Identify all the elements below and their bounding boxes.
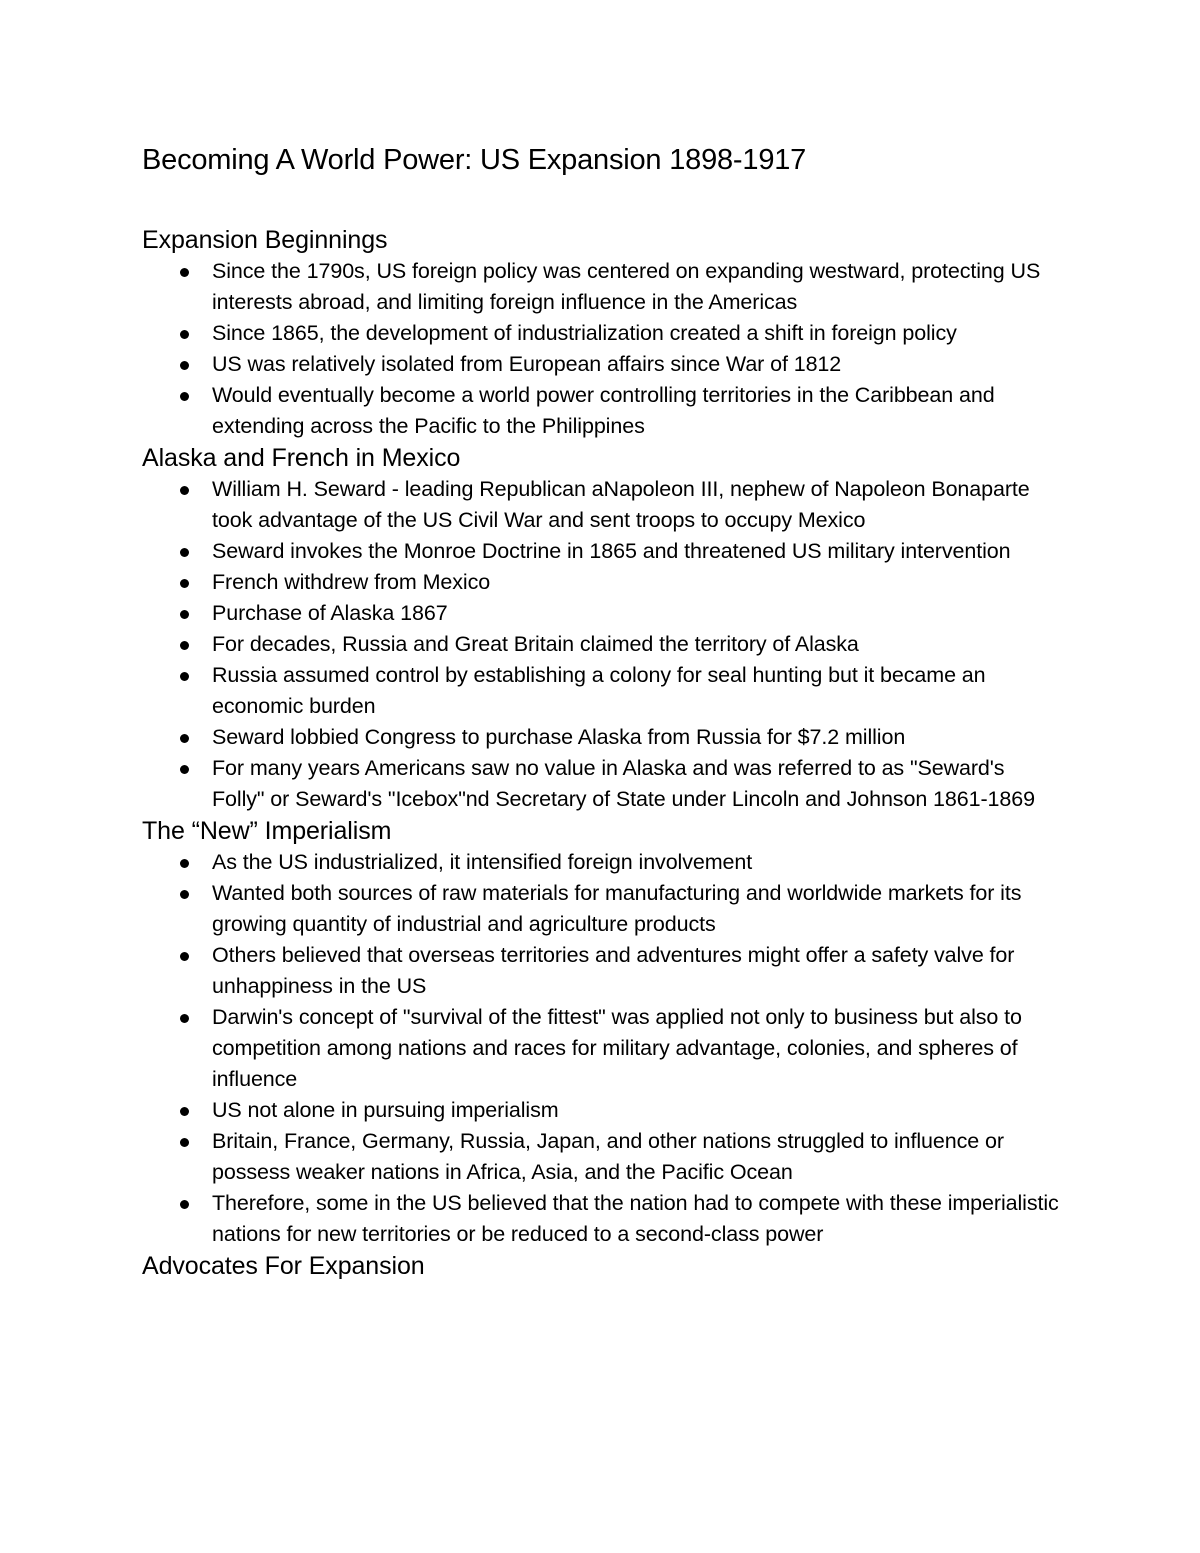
section-heading: Alaska and French in Mexico	[142, 444, 461, 472]
list-item-text: Seward lobbied Congress to purchase Alaska from Russia for $7.2 million	[212, 725, 906, 749]
list-item-text: Russia assumed control by establishing a colony for seal hunting but it became an economic burden	[212, 663, 986, 718]
list-item	[142, 878, 1062, 940]
list-item-text: For many years Americans saw no value in Alaska and was referred to as "Seward's Folly" or Seward's "Icebox"nd Secretary of State under Lincoln and Johnson 1861-1869	[212, 756, 1035, 811]
list-item-text: Purchase of Alaska 1867	[212, 601, 448, 625]
document-page	[142, 140, 1062, 1282]
section	[142, 1250, 1062, 1282]
bullet-list	[142, 256, 1062, 442]
section	[142, 815, 1062, 1250]
list-item-text: For decades, Russia and Great Britain claimed the territory of Alaska	[212, 632, 859, 656]
bullet-dot-icon	[180, 610, 189, 619]
bullet-dot-icon	[180, 1200, 189, 1209]
list-item	[142, 722, 1062, 753]
list-item	[142, 1126, 1062, 1188]
bullet-dot-icon	[180, 486, 189, 495]
list-item	[142, 536, 1062, 567]
list-item-text: Darwin's concept of "survival of the fittest" was applied not only to business but also to competition among nations and races for military advantage, colonies, and spheres of influence	[212, 1005, 1022, 1091]
bullet-dot-icon	[180, 579, 189, 588]
bullet-dot-icon	[180, 1014, 189, 1023]
document-body	[142, 224, 1062, 1282]
bullet-dot-icon	[180, 859, 189, 868]
list-item-text: Would eventually become a world power controlling territories in the Caribbean and extending across the Pacific to the Philippines	[212, 383, 995, 438]
list-item	[142, 474, 1062, 536]
list-item-text: Therefore, some in the US believed that the nation had to compete with these imperialistic nations for new territories or be reduced to a second-class power	[212, 1191, 1059, 1246]
list-item-text: Wanted both sources of raw materials for manufacturing and worldwide markets for its growing quantity of industrial and agriculture products	[212, 881, 1022, 936]
list-item	[142, 598, 1062, 629]
list-item	[142, 1002, 1062, 1095]
document-title: Becoming A World Power: US Expansion 1898-1917	[142, 144, 807, 176]
list-item	[142, 629, 1062, 660]
list-item-text: US not alone in pursuing imperialism	[212, 1098, 559, 1122]
list-item-text: French withdrew from Mexico	[212, 570, 491, 594]
bullet-dot-icon	[180, 1107, 189, 1116]
bullet-dot-icon	[180, 734, 189, 743]
list-item-text: Britain, France, Germany, Russia, Japan, and other nations struggled to influence or possess weaker nations in Africa, Asia, and the Pacific Ocean	[212, 1129, 1004, 1184]
list-item	[142, 660, 1062, 722]
list-item	[142, 567, 1062, 598]
section	[142, 224, 1062, 442]
section	[142, 442, 1062, 815]
bullet-dot-icon	[180, 890, 189, 899]
list-item	[142, 349, 1062, 380]
list-item	[142, 1188, 1062, 1250]
bullet-dot-icon	[180, 268, 189, 277]
list-item-text: As the US industrialized, it intensified foreign involvement	[212, 850, 753, 874]
bullet-dot-icon	[180, 1138, 189, 1147]
list-item-text: US was relatively isolated from European affairs since War of 1812	[212, 352, 842, 376]
bullet-list	[142, 474, 1062, 815]
bullet-dot-icon	[180, 641, 189, 650]
bullet-dot-icon	[180, 765, 189, 774]
list-item	[142, 940, 1062, 1002]
list-item	[142, 753, 1062, 815]
list-item	[142, 318, 1062, 349]
list-item-text: William H. Seward - leading Republican aNapoleon III, nephew of Napoleon Bonaparte took advantage of the US Civil War and sent troops to occupy Mexico	[212, 477, 1030, 532]
list-item-text: Others believed that overseas territories and adventures might offer a safety valve for unhappiness in the US	[212, 943, 1015, 998]
list-item	[142, 380, 1062, 442]
bullet-dot-icon	[180, 330, 189, 339]
list-item	[142, 847, 1062, 878]
list-item-text: Seward invokes the Monroe Doctrine in 1865 and threatened US military intervention	[212, 539, 1011, 563]
bullet-dot-icon	[180, 392, 189, 401]
section-heading: The “New” Imperialism	[142, 817, 392, 845]
bullet-dot-icon	[180, 672, 189, 681]
list-item-text: Since the 1790s, US foreign policy was centered on expanding westward, protecting US interests abroad, and limiting foreign influence in the Americas	[212, 259, 1041, 314]
bullet-list	[142, 847, 1062, 1250]
section-heading: Expansion Beginnings	[142, 226, 388, 254]
list-item	[142, 1095, 1062, 1126]
title-spacer	[142, 180, 1062, 224]
list-item-text: Since 1865, the development of industrialization created a shift in foreign policy	[212, 321, 957, 345]
section-heading: Advocates For Expansion	[142, 1252, 425, 1280]
bullet-dot-icon	[180, 361, 189, 370]
bullet-dot-icon	[180, 548, 189, 557]
list-item	[142, 256, 1062, 318]
bullet-dot-icon	[180, 952, 189, 961]
